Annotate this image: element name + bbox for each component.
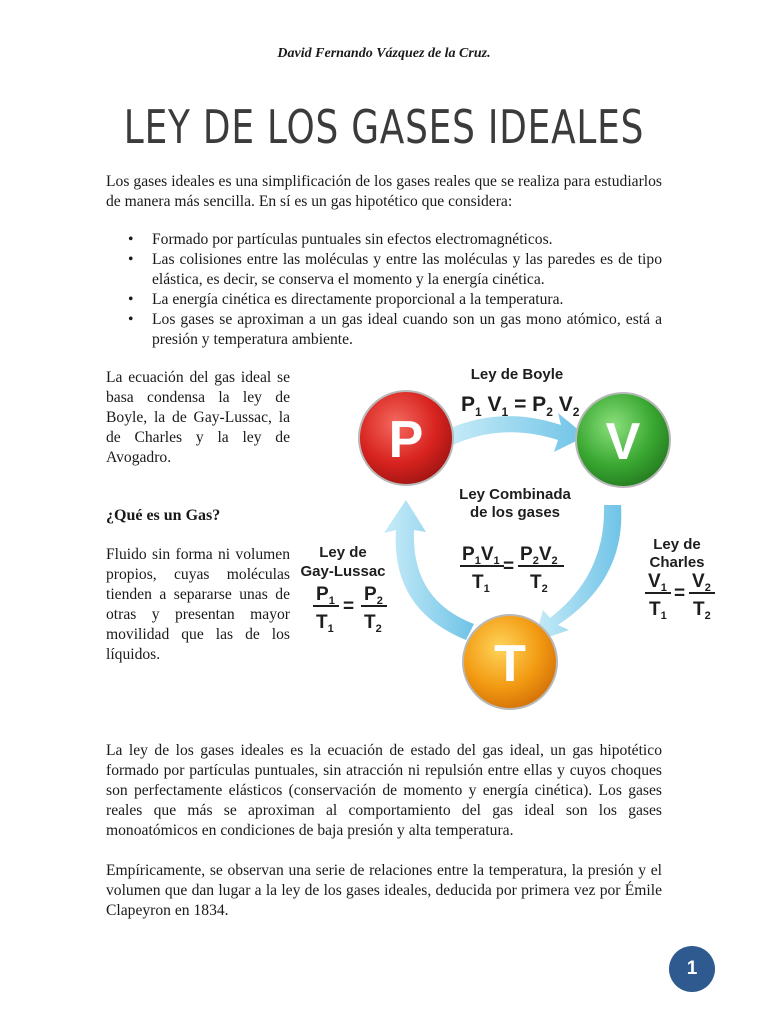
intro-paragraph: Los gases ideales es una simplificación de los gases reales que se realiza para estudiarlos de manera más sencilla. En sí es un gas hipotético que considera:	[106, 173, 662, 210]
properties-list	[106, 230, 662, 350]
circle-t-letter: T	[494, 635, 526, 693]
svg-text:P2: $P_2$	[364, 584, 383, 607]
boyle-label: Ley de Boyle	[470, 366, 564, 383]
charles-equation	[645, 571, 715, 622]
arrow-p-to-v-icon	[446, 413, 586, 452]
page-title: LEY DE LOS GASES IDEALES	[123, 100, 645, 154]
circle-p-letter: P	[388, 411, 424, 469]
gaylussac-equation	[313, 584, 387, 635]
svg-text:V1: $V_1$	[648, 571, 667, 594]
combined-label-line1: Ley Combinada	[459, 486, 571, 503]
volume-circle	[576, 393, 670, 487]
svg-text:V2: $V_2$	[692, 571, 711, 594]
gas-definition: Fluido sin forma ni volumen propios, cuyas moléculas tienden a separarse unas de otras y presentan mayor movilidad que las de los líquidos.	[106, 546, 290, 663]
svg-text:=: =	[343, 596, 355, 617]
charles-label-line2: Charles	[649, 554, 705, 571]
svg-text:T2: $T_2$	[364, 612, 382, 635]
svg-text:P2V2: $P_2V_2$	[520, 544, 558, 567]
list-item: • Las colisiones entre las moléculas y entre las moléculas y las paredes es de tipo elástica, es decir, se conserva el momento y la energía cinética.	[106, 250, 662, 290]
svg-text:=: =	[674, 583, 686, 604]
svg-text:P1: $P_1$	[316, 584, 335, 607]
arrow-t-to-p-icon	[384, 500, 474, 640]
ideal-gas-law-paragraph: La ley de los gases ideales es la ecuación de estado del gas ideal, un gas hipotético formado por partículas puntuales, sin atracción ni repulsión entre ellas y cuyos choques son perfectamente elásticos (conservación de momento y energía cinética). Los gases reales que más se aproximan al comportamiento del gas ideal son los gases monoatómicos en condiciones de baja presión y alta temperatura.	[106, 742, 662, 839]
svg-text:T2: $T_2$	[530, 572, 548, 595]
svg-text:T1: $T_1$	[472, 572, 490, 595]
combined-equation	[460, 544, 564, 595]
gas-question-heading: ¿Qué es un Gas?	[106, 507, 221, 524]
svg-text:T1: $T_1$	[649, 599, 667, 622]
pressure-circle	[359, 391, 453, 485]
list-item: • La energía cinética es directamente proporcional a la temperatura.	[106, 290, 662, 310]
svg-text:T2: $T_2$	[693, 599, 711, 622]
combined-label-line2: de los gases	[469, 504, 561, 521]
circle-v-letter: V	[605, 413, 641, 471]
charles-label-line1: Ley de	[653, 536, 701, 553]
list-item: • Los gases se aproximan a un gas ideal cuando son un gas mono atómico, está a presión y temperatura ambiente.	[106, 310, 662, 350]
svg-text:=: =	[503, 556, 515, 577]
gas-laws-diagram	[296, 360, 736, 720]
arrow-v-to-t-icon	[534, 505, 621, 642]
svg-text:P1V1: $P_1V_1$	[462, 544, 500, 567]
svg-text:T1: $T_1$	[316, 612, 334, 635]
boyle-equation	[461, 393, 580, 419]
svg-text:P1 V1 = P2 V2: $P_1$ $V_1 = P_2$ $V_2$	[461, 393, 580, 419]
gaylussac-label-line1: Ley de	[319, 544, 367, 561]
list-item: • Formado por partículas puntuales sin efectos electromagnéticos.	[106, 230, 662, 250]
temperature-circle	[463, 615, 557, 709]
equation-summary: La ecuación del gas ideal se basa condensa la ley de Boyle, la de Gay-Lussac, la de Charles y la ley de Avogadro.	[106, 369, 290, 466]
clapeyron-paragraph: Empíricamente, se observan una serie de relaciones entre la temperatura, la presión y el volumen que dan lugar a la ley de los gases ideales, deducida por primera vez por Émile Clapeyron en 1834.	[106, 862, 662, 919]
page-number-badge: 1	[669, 946, 715, 992]
author-name: David Fernando Vázquez de la Cruz.	[277, 46, 491, 61]
gaylussac-label-line2: Gay-Lussac	[300, 563, 386, 580]
